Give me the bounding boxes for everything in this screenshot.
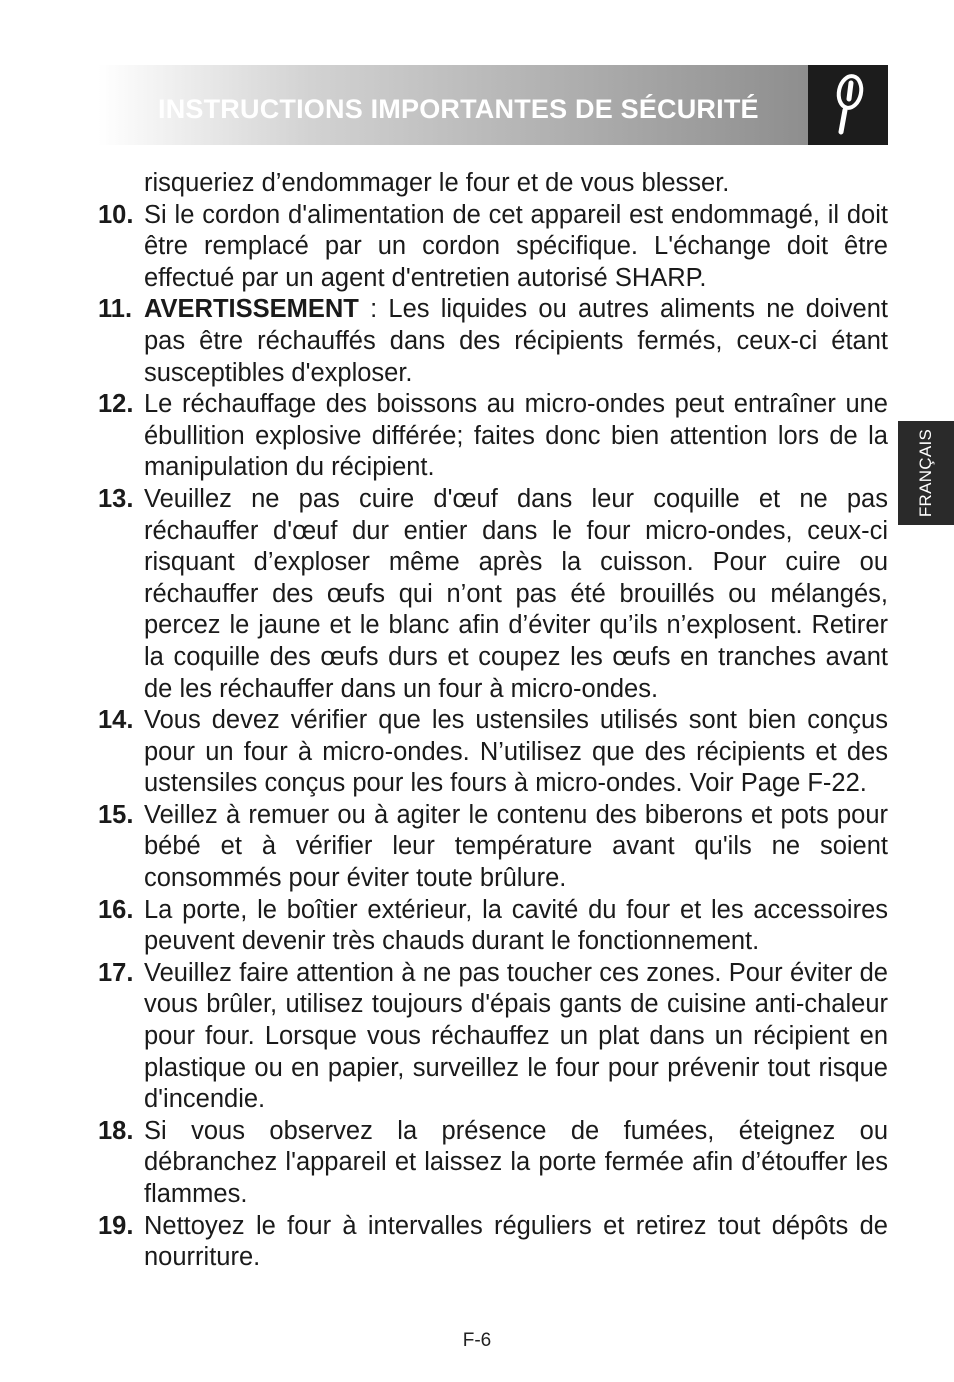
section-header [98, 65, 808, 145]
item-text: Le réchauffage des boissons au micro-ondes peut entraîner une ébullition explosive différée; faites donc bien attention lors de la manipulation du récipient. [144, 390, 888, 482]
language-tab [898, 421, 954, 525]
item-number: 18. [98, 1116, 134, 1145]
language-tab-label: FRANÇAIS [916, 428, 936, 518]
item-text: Si vous observez la présence de fumées, éteignez ou débranchez l'appareil et laissez la porte fermée afin d’étouffer les flammes. [144, 1116, 888, 1208]
item-number: 15. [98, 800, 134, 829]
instruction-item [98, 200, 888, 295]
instruction-item [98, 1211, 888, 1274]
item-number: 11. [98, 295, 133, 324]
item-number: 12. [98, 390, 134, 419]
instruction-item [98, 895, 888, 958]
item-text: Si le cordon d'alimentation de cet appareil est endommagé, il doit être remplacé par un cordon spécifique. L'échange doit être effectué par un agent d'entretien autorisé SHARP. [144, 200, 888, 292]
item-number: 16. [98, 895, 134, 924]
item-number: 13. [98, 484, 134, 513]
instruction-item [98, 484, 888, 705]
section-title: INSTRUCTIONS IMPORTANTES DE SÉCURITÉ [158, 93, 759, 124]
item-text: Vous devez vérifier que les ustensiles utilisés sont bien conçus pour un four à micro-ondes. N’utilisez que des récipients et des ustensiles conçus pour les fours à micro-ondes. Voir Page F-22. [144, 706, 888, 798]
item-number: 14. [98, 706, 134, 735]
item-number: 10. [98, 200, 134, 229]
item-text: : Les liquides ou autres aliments ne doivent pas être réchauffés dans des récipients fermés, ceux-ci étant susceptibles d'exploser. [144, 295, 888, 387]
item-text: Veuillez ne pas cuire d'œuf dans leur coquille et ne pas réchauffer d'œuf dur entier dans le four micro-ondes, ceux-ci risquant d’exploser même après la cuisson. Pour cuire ou réchauffer des œufs qui n’ont pas été brouillés ou mélangés, percez le jaune et le blanc afin d’éviter qu’ils n’explosent. Retirer la coquille des œufs durs et coupez les œufs en tranches avant de les réchauffer dans un four à micro-ondes. [144, 484, 888, 703]
safety-instructions [98, 168, 888, 1274]
item-text: Veuillez faire attention à ne pas toucher ces zones. Pour éviter de vous brûler, utilisez toujours d'épais gants de cuisine anti-chaleur pour four. Lorsque vous réchauffez un plat dans un récipient en plastique ou en papier, surveillez le four pour prévenir tout risque d'incendie. [144, 958, 888, 1114]
warning-icon-box [808, 65, 888, 145]
item-number: 17. [98, 958, 134, 987]
continuation-text: risqueriez d’endommager le four et de vous blesser. [144, 169, 730, 197]
instruction-item [98, 1116, 888, 1211]
instruction-item [98, 389, 888, 484]
item-text: Nettoyez le four à intervalles réguliers et retirez tout dépôts de nourriture. [144, 1211, 888, 1272]
item-text: La porte, le boîtier extérieur, la cavité du four et les accessoires peuvent devenir très chauds durant le fonctionnement. [144, 895, 888, 956]
item-number: 19. [98, 1211, 134, 1240]
instruction-item [98, 800, 888, 895]
warning-exclamation-icon [826, 72, 870, 138]
instruction-item [98, 958, 888, 1116]
instruction-item [98, 294, 888, 389]
page-number: F-6 [462, 1330, 492, 1351]
warning-label: AVERTISSEMENT [144, 295, 359, 324]
instruction-item [98, 705, 888, 800]
item-text: Veillez à remuer ou à agiter le contenu des biberons et pots pour bébé et à vérifier leur température avant qu'ils ne soient consommés pour éviter toute brûlure. [144, 800, 888, 893]
